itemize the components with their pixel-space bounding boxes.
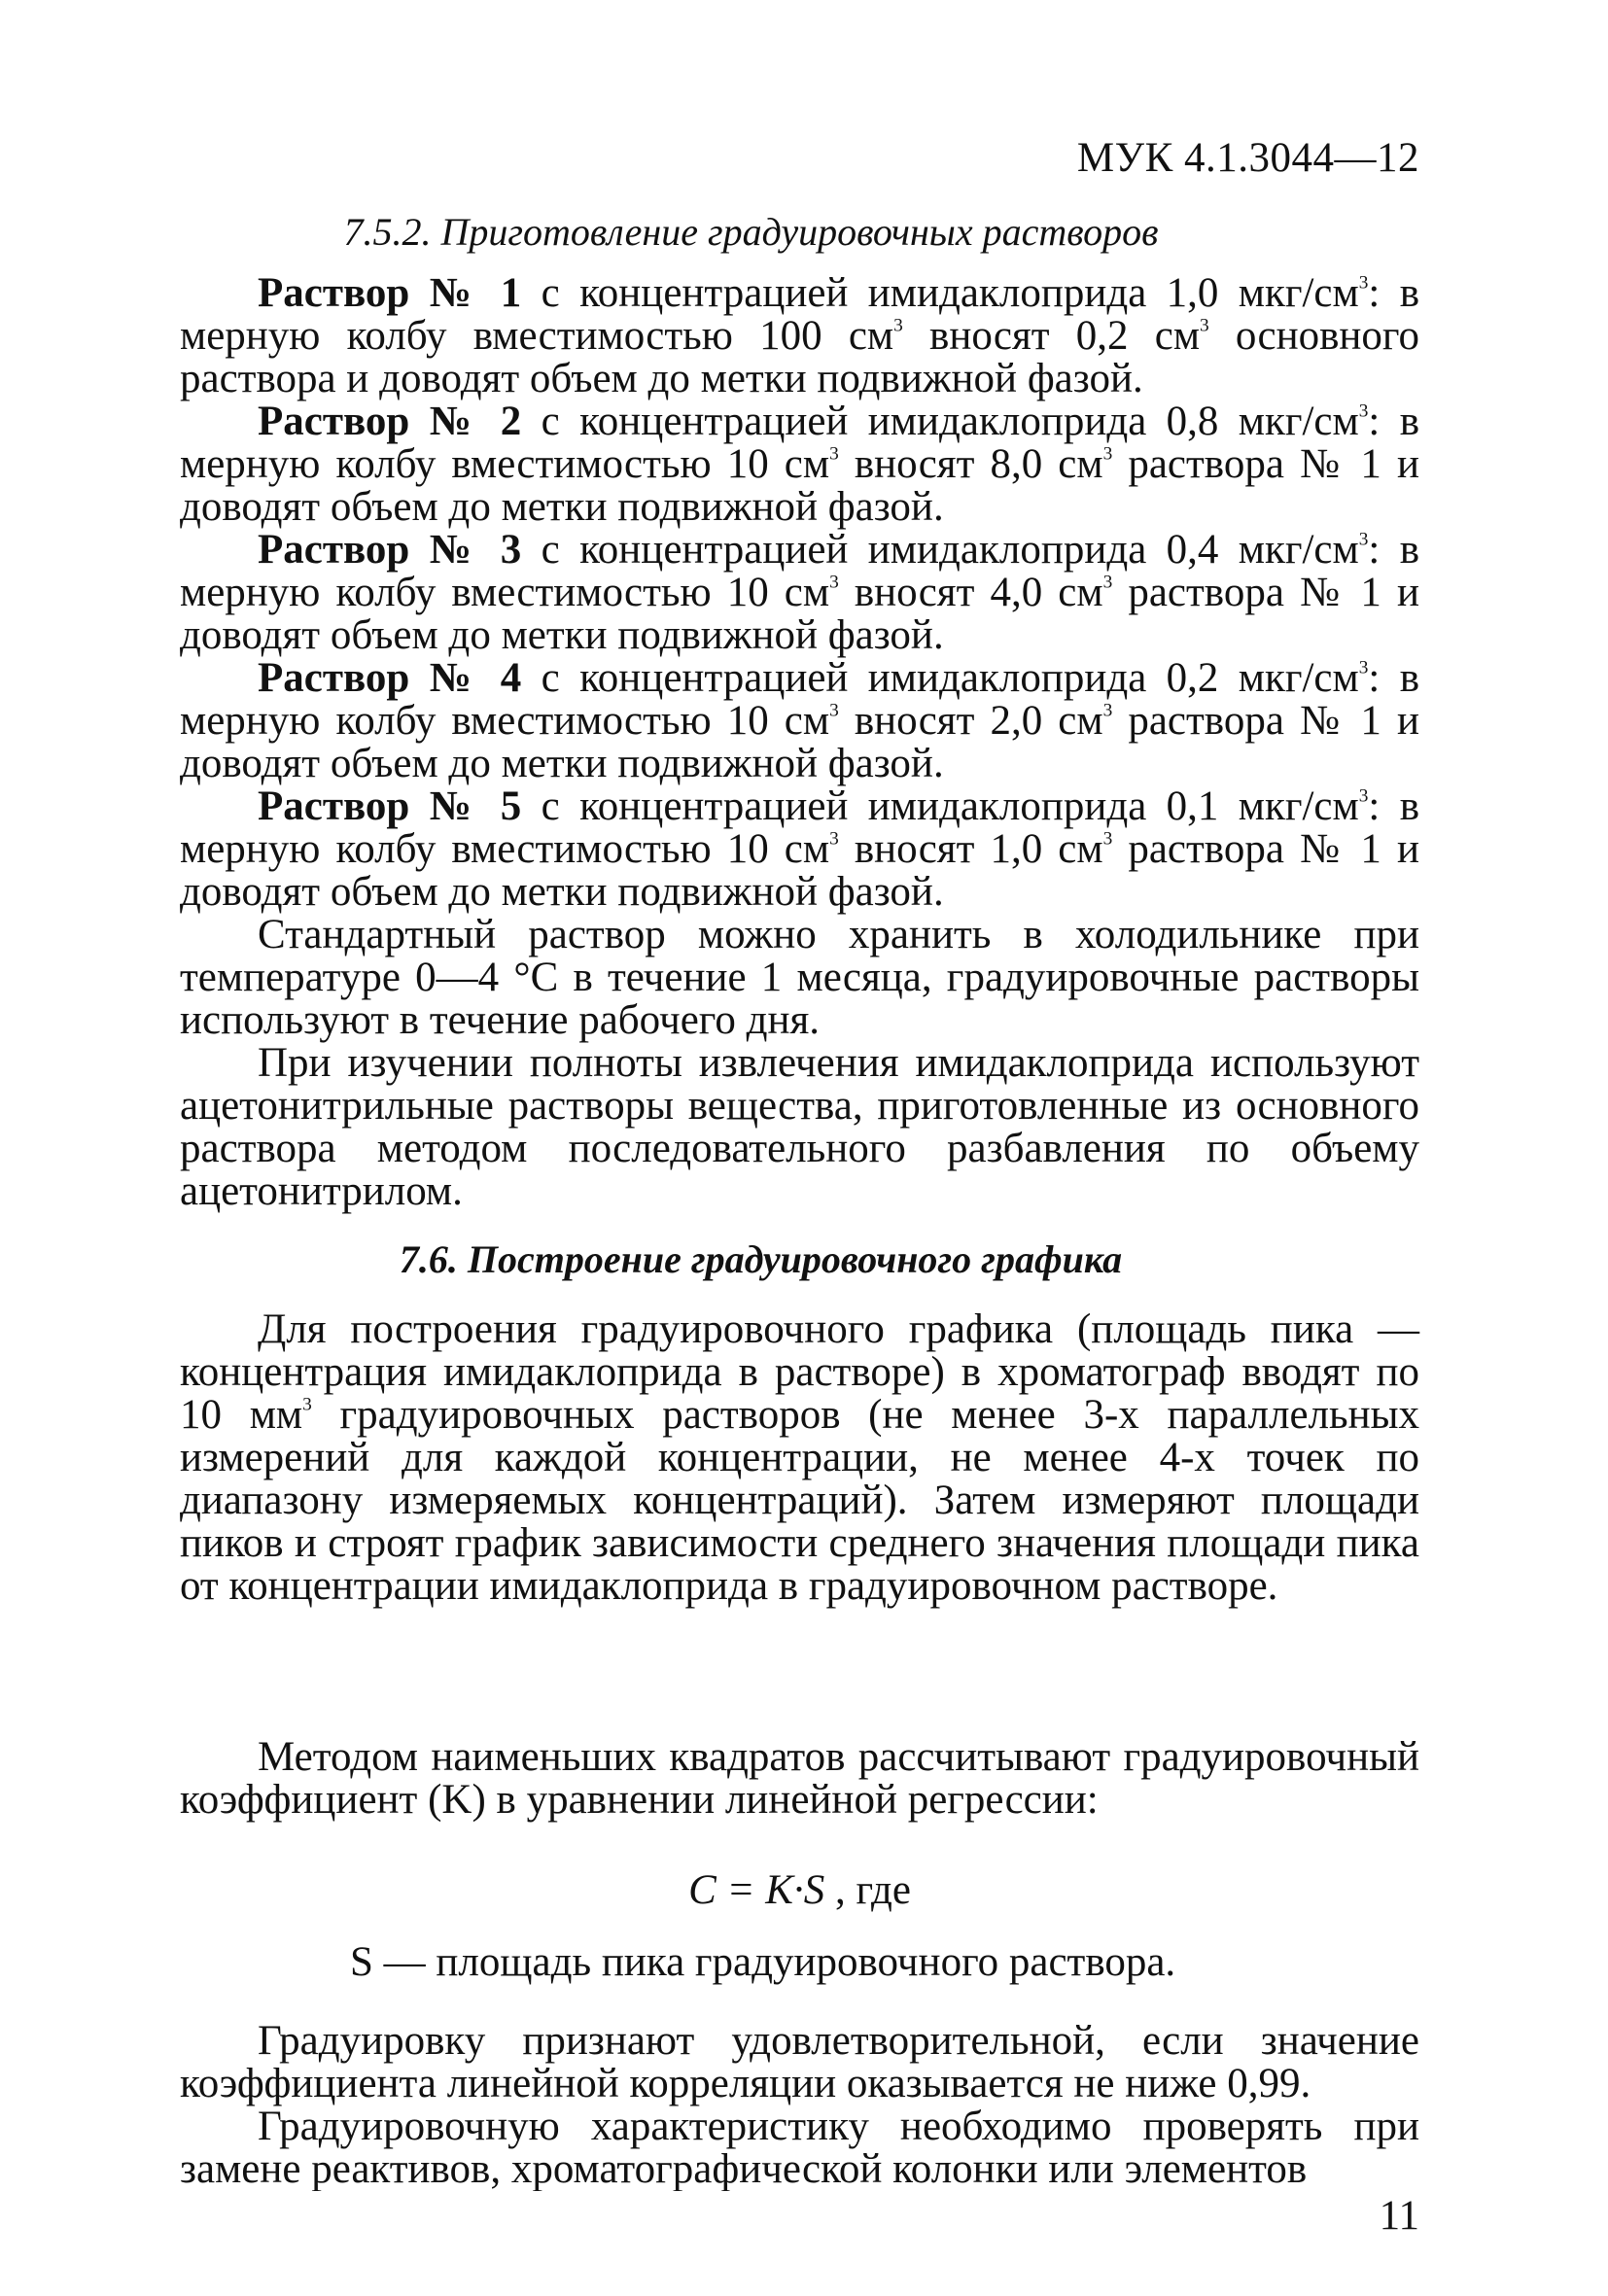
solution-label: Раствор № 2 xyxy=(258,399,522,444)
solution-text: с концентрацией имидаклоприда 0,4 мкг/см xyxy=(521,527,1359,573)
solution-paragraph-5 xyxy=(180,785,1419,914)
solution-text: вносят 4,0 см xyxy=(838,570,1103,615)
superscript: 3 xyxy=(1102,572,1113,593)
variable-definition: S — площадь пика градуировочного раствора. xyxy=(350,1939,1176,1985)
superscript: 3 xyxy=(1358,400,1369,422)
superscript: 3 xyxy=(829,572,839,593)
solution-paragraph-2 xyxy=(180,400,1419,529)
storage-paragraph: Стандартный раствор можно хранить в холодильнике при температуре 0—4 °С в течение 1 месяца, градуировочные растворы используют в течение рабочего дня. xyxy=(180,912,1419,1043)
solution-text: с концентрацией имидаклоприда 1,0 мкг/см xyxy=(521,270,1359,316)
superscript: 3 xyxy=(829,443,839,465)
solution-text: вносят 0,2 см xyxy=(902,313,1201,359)
solution-text: : в мерную колбу вместимостью 100 см xyxy=(180,270,1419,359)
calibration-paragraph-2: Методом наименьших квадратов рассчитывают градуировочный коэффициент (K) в уравнении линейной регрессии: xyxy=(180,1734,1419,1823)
page-number: 11 xyxy=(1379,2193,1419,2239)
solution-text: вносят 2,0 см xyxy=(838,698,1103,744)
solution-text: : в мерную колбу вместимостью 10 см xyxy=(180,783,1419,872)
superscript: 3 xyxy=(829,700,839,721)
section-title-752: 7.5.2. Приготовление градуировочных растворов xyxy=(343,210,1159,254)
regression-formula xyxy=(180,1866,1419,1914)
solution-text: раствора № 1 и доводят объем до метки подвижной фазой. xyxy=(180,698,1419,786)
section-title-76: 7.6. Построение градуировочного графика xyxy=(399,1237,1123,1281)
solution-paragraph-3 xyxy=(180,529,1419,657)
calibration-paragraph-3: Градуировку признают удовлетворительной, если значение коэффициента линейной корреляции оказывается не ниже 0,99. xyxy=(180,2018,1419,2106)
document-page xyxy=(180,117,1420,2239)
formula-expression: C = K·S xyxy=(688,1867,825,1913)
solution-text: основного раствора и доводят объем до метки подвижной фазой. xyxy=(180,313,1419,401)
solution-label: Раствор № 5 xyxy=(258,783,522,829)
superscript: 3 xyxy=(1358,529,1369,550)
solution-text: : в мерную колбу вместимостью 10 см xyxy=(180,399,1419,487)
solution-text: вносят 8,0 см xyxy=(838,441,1103,487)
solution-label: Раствор № 1 xyxy=(258,270,522,316)
superscript: 3 xyxy=(1200,315,1209,336)
solution-text: раствора № 1 и доводят объем до метки подвижной фазой. xyxy=(180,441,1419,530)
solution-text: с концентрацией имидаклоприда 0,8 мкг/см xyxy=(521,399,1359,444)
solution-label: Раствор № 3 xyxy=(258,527,522,573)
solution-text: раствора № 1 и доводят объем до метки подвижной фазой. xyxy=(180,826,1419,915)
calibration-paragraph-4: Градуировочную характеристику необходимо проверять при замене реактивов, хроматографической колонки или элементов xyxy=(180,2105,1419,2191)
solution-label: Раствор № 4 xyxy=(258,655,522,701)
solution-text: с концентрацией имидаклоприда 0,2 мкг/см xyxy=(521,655,1359,701)
superscript: 3 xyxy=(1102,443,1113,465)
superscript: 3 xyxy=(1102,828,1113,850)
superscript: 3 xyxy=(302,1394,312,1415)
document-code-header: МУК 4.1.3044—12 xyxy=(1076,135,1419,181)
superscript: 3 xyxy=(893,315,903,336)
superscript: 3 xyxy=(1102,700,1113,721)
solution-text: с концентрацией имидаклоприда 0,1 мкг/см xyxy=(521,783,1359,829)
solution-text: вносят 1,0 см xyxy=(838,826,1103,872)
solution-paragraph-1 xyxy=(180,272,1419,400)
formula-suffix: , где xyxy=(824,1867,911,1913)
recovery-paragraph: При изучении полноты извлечения имидаклоприда используют ацетонитрильные растворы вещества, приготовленные из основного раствора методом последовательного разбавления по объему ацетонитрилом. xyxy=(180,1040,1419,1214)
paragraph-text: градуировочных растворов (не менее 3-х параллельных измерений для каждой концентрации, не менее 4-х точек по диапазону измеряемых концентраций). Затем измеряют площади пиков и строят график зависимости среднего значения площади пика от концентрации имидаклоприда в градуировочном растворе. xyxy=(180,1392,1420,1609)
calibration-paragraph-1 xyxy=(180,1308,1419,1608)
superscript: 3 xyxy=(1358,785,1369,807)
superscript: 3 xyxy=(1358,657,1369,678)
solution-text: раствора № 1 и доводят объем до метки подвижной фазой. xyxy=(180,570,1419,658)
superscript: 3 xyxy=(1358,272,1369,294)
paragraph-text: Для построения градуировочного графика (площадь пика — концентрация имидаклоприда в растворе) в хроматограф вводят по 10 мм xyxy=(180,1306,1419,1438)
solution-text: : в мерную колбу вместимостью 10 см xyxy=(180,655,1419,744)
solution-paragraph-4 xyxy=(180,657,1419,785)
solution-text: : в мерную колбу вместимостью 10 см xyxy=(180,527,1419,615)
superscript: 3 xyxy=(829,828,839,850)
